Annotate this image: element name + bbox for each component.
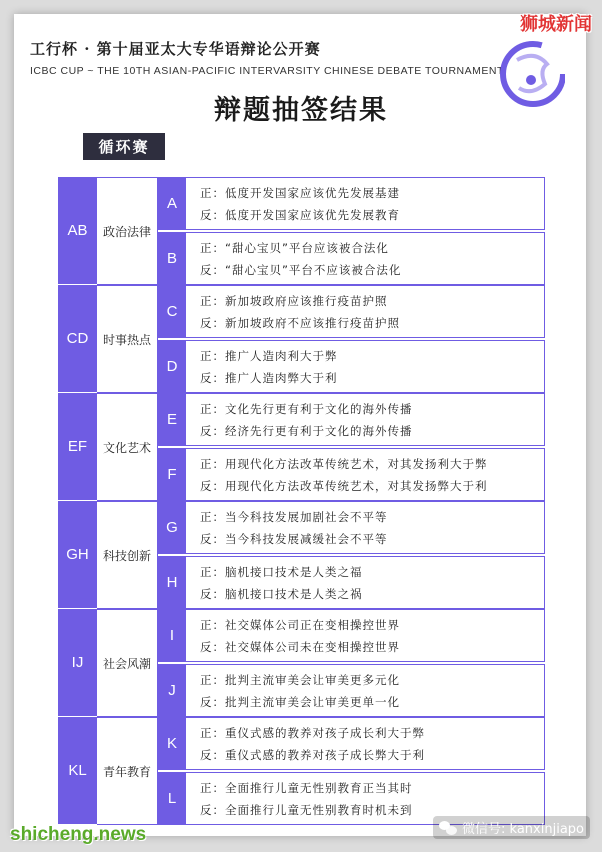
motion-con: 反：新加坡政府不应该推行疫苗护照: [200, 315, 400, 330]
motion-letter: J: [158, 664, 186, 717]
motion-pro: 正：重仪式感的教养对孩子成长利大于弊: [200, 725, 425, 740]
motion-con: 反：重仪式感的教养对孩子成长弊大于利: [200, 747, 425, 762]
motion-letter: B: [158, 232, 186, 285]
motion-letter: K: [158, 717, 186, 770]
motion-con: 反：“甜心宝贝”平台不应该被合法化: [200, 262, 402, 277]
watermark-top-right: 狮城新闻: [520, 14, 592, 35]
motion-pro: 正：全面推行儿童无性别教育正当其时: [200, 780, 413, 795]
motion-row: [186, 232, 545, 285]
motion-con: 反：经济先行更有利于文化的海外传播: [200, 423, 413, 438]
motion-con: 反：用现代化方法改革传统艺术，对其发扬弊大于利: [200, 478, 488, 493]
group-topic: 政治法律: [97, 177, 158, 285]
group-code: GH: [58, 501, 97, 609]
group-topic: 文化艺术: [97, 393, 158, 501]
motion-pro: 正：脑机接口技术是人类之福: [200, 564, 363, 579]
motion-pro: 正：用现代化方法改革传统艺术，对其发扬利大于弊: [200, 456, 488, 471]
motion-pro: 正：批判主流审美会让审美更多元化: [200, 672, 400, 687]
motion-row: [186, 501, 545, 554]
group-code: EF: [58, 393, 97, 501]
motion-letter: I: [158, 609, 186, 662]
motion-letter: H: [158, 556, 186, 609]
watermark-bottom-left: shicheng.news: [10, 824, 147, 845]
motion-letter: L: [158, 772, 186, 825]
motion-pro: 正：社交媒体公司正在变相操控世界: [200, 617, 400, 632]
group-topic: 青年教育: [97, 717, 158, 825]
motion-pro: 正：推广人造肉利大于弊: [200, 348, 338, 363]
group-code: KL: [58, 717, 97, 825]
motion-row: [186, 340, 545, 393]
motion-con: 反：社交媒体公司未在变相操控世界: [200, 639, 400, 654]
page-heading: 辩题抽签结果: [214, 95, 388, 126]
watermark-bottom-right: [433, 816, 590, 839]
motion-row: [186, 285, 545, 338]
motion-con: 反：全面推行儿童无性别教育时机未到: [200, 802, 413, 817]
motion-row: [186, 177, 545, 230]
motion-con: 反：当今科技发展减缓社会不平等: [200, 531, 388, 546]
motion-letter: F: [158, 448, 186, 501]
motion-con: 反：脑机接口技术是人类之祸: [200, 586, 363, 601]
motion-pro: 正：当今科技发展加剧社会不平等: [200, 509, 388, 524]
group-topic: 时事热点: [97, 285, 158, 393]
motion-pro: 正：文化先行更有利于文化的海外传播: [200, 401, 413, 416]
motion-pro: 正：“甜心宝贝”平台应该被合法化: [200, 240, 389, 255]
group-code: IJ: [58, 609, 97, 717]
motion-row: [186, 717, 545, 770]
motion-letter: E: [158, 393, 186, 446]
motion-row: [186, 556, 545, 609]
motion-letter: C: [158, 285, 186, 338]
motion-letter: A: [158, 177, 186, 230]
motion-con: 反：低度开发国家应该优先发展教育: [200, 207, 400, 222]
motion-letter: G: [158, 501, 186, 554]
tournament-title-cn: 工行杯 · 第十届亚太大专华语辩论公开赛: [30, 40, 321, 58]
group-topic: 社会风潮: [97, 609, 158, 717]
motion-row: [186, 664, 545, 717]
group-topic: 科技创新: [97, 501, 158, 609]
group-code: CD: [58, 285, 97, 393]
wechat-id-text: 微信号: kanxinjiapo: [462, 822, 584, 837]
motion-con: 反：批判主流审美会让审美更单一化: [200, 694, 400, 709]
motion-row: [186, 448, 545, 501]
group-code: AB: [58, 177, 97, 285]
motion-pro: 正：新加坡政府应该推行疫苗护照: [200, 293, 388, 308]
tournament-title-en: ICBC CUP ~ THE 10TH ASIAN-PACIFIC INTERVARSITY CHINESE DEBATE TOURNAMENT: [30, 65, 504, 77]
wechat-icon: [439, 821, 457, 835]
motion-con: 反：推广人造肉弊大于利: [200, 370, 338, 385]
motion-letter: D: [158, 340, 186, 393]
round-badge: 循环赛: [83, 133, 165, 160]
motion-row: [186, 609, 545, 662]
motion-row: [186, 393, 545, 446]
motion-pro: 正：低度开发国家应该优先发展基建: [200, 185, 400, 200]
